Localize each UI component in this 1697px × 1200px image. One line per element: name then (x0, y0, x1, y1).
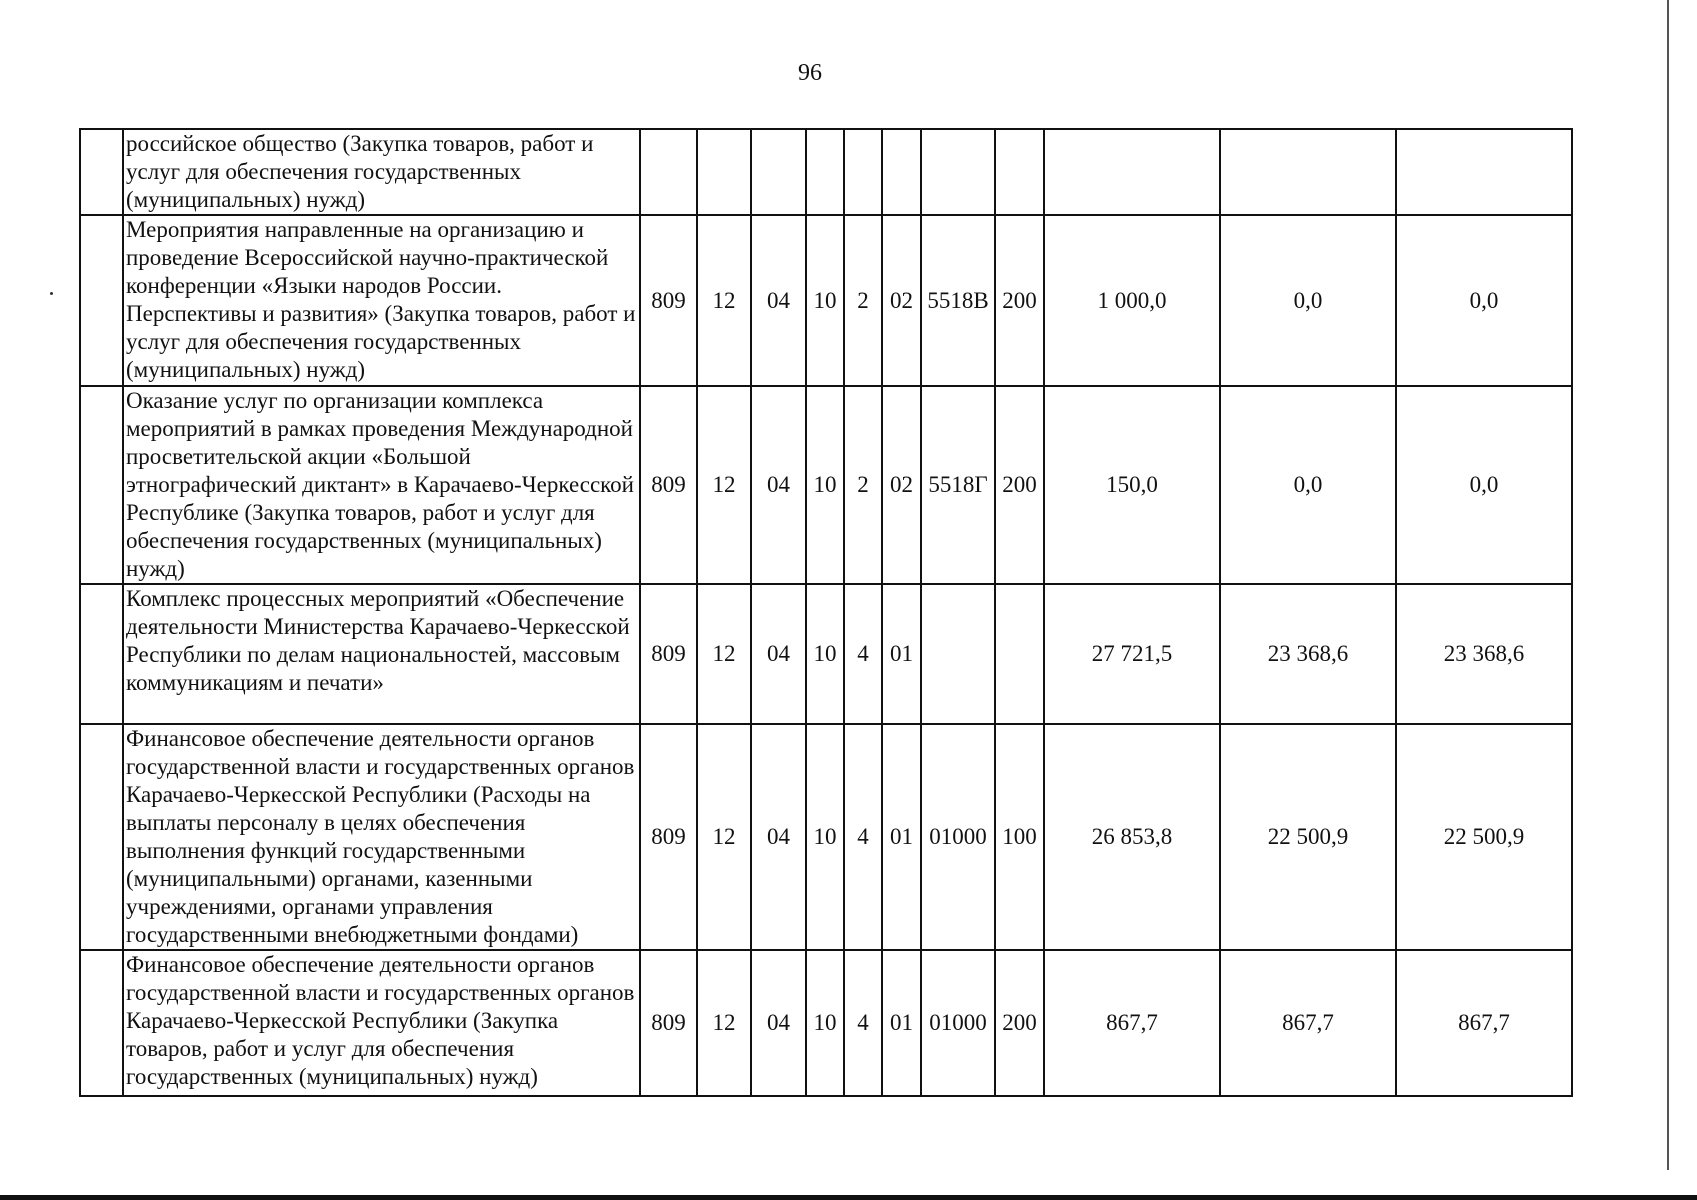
program-code-cell: 10 (806, 724, 844, 950)
subprogram-code-cell: 4 (844, 724, 882, 950)
amount-year-1-cell: 26 853,8 (1044, 724, 1220, 950)
program-code-cell: 10 (806, 950, 844, 1096)
table-row (80, 950, 1572, 1096)
amount-year-3-cell: 0,0 (1396, 215, 1572, 386)
table-row (80, 584, 1572, 724)
subprogram-code-cell: 4 (844, 584, 882, 724)
section-code-cell: 12 (697, 950, 751, 1096)
direction-code-cell: 01000 (921, 950, 995, 1096)
table-row (80, 215, 1572, 386)
direction-code-cell (921, 584, 995, 724)
description-cell: российское общество (Закупка товаров, работ и услуг для обеспечения государственных (муниципальных) нужд) (123, 129, 640, 215)
bottom-rule (0, 1195, 1697, 1200)
amount-year-2-cell: 0,0 (1220, 386, 1396, 584)
ministry-code-cell (640, 129, 697, 215)
description-cell: Комплекс процессных мероприятий «Обеспечение деятельности Министерства Карачаево-Черкесской Республики по делам национальностей, массовым коммуникациям и печати» (123, 584, 640, 724)
subsection-code-cell: 04 (751, 386, 806, 584)
subsection-code-cell: 04 (751, 215, 806, 386)
expense-type-cell (995, 584, 1044, 724)
section-code-cell: 12 (697, 386, 751, 584)
row-number-cell (80, 129, 123, 215)
expense-type-cell: 200 (995, 950, 1044, 1096)
expense-type-cell: 200 (995, 215, 1044, 386)
amount-year-3-cell (1396, 129, 1572, 215)
amount-year-3-cell: 23 368,6 (1396, 584, 1572, 724)
ministry-code-cell: 809 (640, 950, 697, 1096)
program-code-cell: 10 (806, 584, 844, 724)
table-row (80, 129, 1572, 215)
expense-type-cell: 100 (995, 724, 1044, 950)
row-number-cell (80, 386, 123, 584)
page-number: 96 (798, 60, 822, 86)
program-code-cell (806, 129, 844, 215)
row-number-cell (80, 584, 123, 724)
amount-year-2-cell: 22 500,9 (1220, 724, 1396, 950)
amount-year-2-cell (1220, 129, 1396, 215)
event-code-cell: 01 (882, 724, 921, 950)
direction-code-cell: 5518В (921, 215, 995, 386)
section-code-cell: 12 (697, 584, 751, 724)
ministry-code-cell: 809 (640, 724, 697, 950)
amount-year-2-cell: 867,7 (1220, 950, 1396, 1096)
amount-year-1-cell: 1 000,0 (1044, 215, 1220, 386)
amount-year-2-cell: 23 368,6 (1220, 584, 1396, 724)
event-code-cell: 01 (882, 950, 921, 1096)
amount-year-1-cell: 27 721,5 (1044, 584, 1220, 724)
event-code-cell (882, 129, 921, 215)
amount-year-1-cell (1044, 129, 1220, 215)
table-row (80, 724, 1572, 950)
ministry-code-cell: 809 (640, 215, 697, 386)
amount-year-3-cell: 867,7 (1396, 950, 1572, 1096)
section-code-cell: 12 (697, 215, 751, 386)
budget-table (79, 128, 1573, 1097)
direction-code-cell (921, 129, 995, 215)
scan-speck (50, 292, 53, 295)
amount-year-1-cell: 867,7 (1044, 950, 1220, 1096)
subprogram-code-cell: 2 (844, 386, 882, 584)
row-number-cell (80, 215, 123, 386)
event-code-cell: 02 (882, 215, 921, 386)
subprogram-code-cell: 2 (844, 215, 882, 386)
amount-year-3-cell: 22 500,9 (1396, 724, 1572, 950)
row-number-cell (80, 724, 123, 950)
event-code-cell: 02 (882, 386, 921, 584)
description-cell: Финансовое обеспечение деятельности органов государственной власти и государственных органов Карачаево-Черкесской Республики (Расходы на выплаты персоналу в целях обеспечения выполнения функций государственными (муниципальными) органами, казенными учреждениями, органами управления государственными внебюджетными фондами) (123, 724, 640, 950)
section-code-cell (697, 129, 751, 215)
subprogram-code-cell (844, 129, 882, 215)
row-number-cell (80, 950, 123, 1096)
subsection-code-cell: 04 (751, 724, 806, 950)
expense-type-cell (995, 129, 1044, 215)
description-cell: Финансовое обеспечение деятельности органов государственной власти и государственных органов Карачаево-Черкесской Республики (Закупка товаров, работ и услуг для обеспечения государственных (муниципальных) нужд) (123, 950, 640, 1096)
table-row (80, 386, 1572, 584)
ministry-code-cell: 809 (640, 584, 697, 724)
subsection-code-cell: 04 (751, 584, 806, 724)
description-cell: Оказание услуг по организации комплекса мероприятий в рамках проведения Международной просветительской акции «Большой этнографический диктант» в Карачаево-Черкесской Республике (Закупка товаров, работ и услуг для обеспечения государственных (муниципальных) нужд) (123, 386, 640, 584)
event-code-cell: 01 (882, 584, 921, 724)
direction-code-cell: 01000 (921, 724, 995, 950)
ministry-code-cell: 809 (640, 386, 697, 584)
description-cell: Мероприятия направленные на организацию и проведение Всероссийской научно-практической конференции «Языки народов России. Перспективы и развития» (Закупка товаров, работ и услуг для обеспечения государственных (муниципальных) нужд) (123, 215, 640, 386)
section-code-cell: 12 (697, 724, 751, 950)
direction-code-cell: 5518Г (921, 386, 995, 584)
subprogram-code-cell: 4 (844, 950, 882, 1096)
scan-edge-line (1667, 0, 1669, 1170)
amount-year-3-cell: 0,0 (1396, 386, 1572, 584)
expense-type-cell: 200 (995, 386, 1044, 584)
program-code-cell: 10 (806, 386, 844, 584)
subsection-code-cell: 04 (751, 950, 806, 1096)
amount-year-1-cell: 150,0 (1044, 386, 1220, 584)
amount-year-2-cell: 0,0 (1220, 215, 1396, 386)
program-code-cell: 10 (806, 215, 844, 386)
subsection-code-cell (751, 129, 806, 215)
